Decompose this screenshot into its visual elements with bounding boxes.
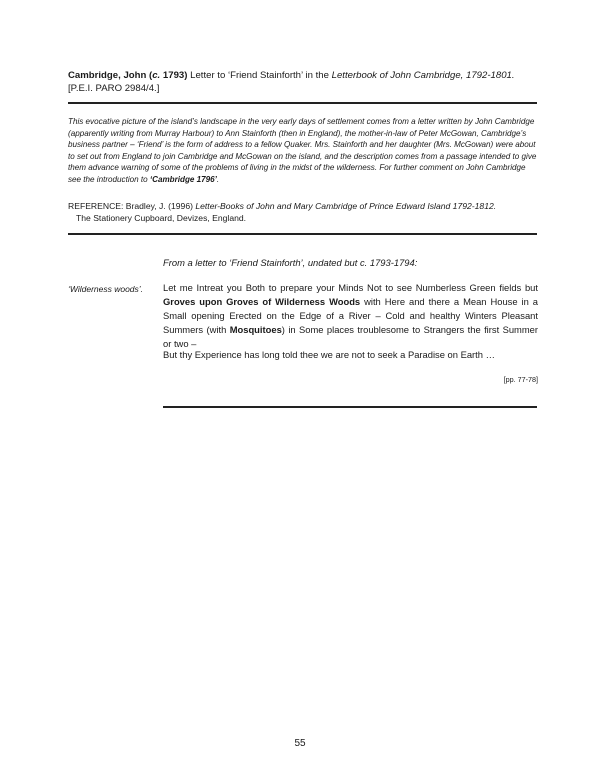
reference-block [68, 200, 548, 224]
margin-note: ‘Wilderness woods’. [68, 284, 144, 294]
page-citation: [pp. 77-78] [503, 375, 538, 384]
entry-archive-ref: [P.E.I. PARO 2984/4.] [68, 83, 160, 94]
reference-author: Bradley, J. (1996) [123, 201, 196, 211]
entry-year: 1793) [160, 70, 188, 81]
intro-paragraph [68, 116, 540, 186]
excerpt-text: Let me Intreat you Both to prepare your Minds Not to see Numberless Green fields but [163, 282, 538, 293]
entry-name: Cambridge, John ( [68, 70, 153, 81]
reference-publisher: The Stationery Cupboard, Devizes, England. [76, 213, 247, 223]
intro-text: This evocative picture of the island’s landscape in the very early days of settlement comes from a letter written by John Cambridge (apparently writing from Murray Harbour) to Ann Stainforth (then in England), the mother-in-law of Peter McGowan, Cambridge’s business partner – ‘Friend’ is the form of address to a fellow Quaker. Mrs. Stainforth and her daughter (Mrs. McGowan) were about to set out from England to join Cambridge and McGowan on the island, and the description comes from a passage intended to give them advance warning of some of the problems of living in the midst of the wilderness. For further comment on John Cambridge see the introduction to [68, 117, 537, 184]
intro-end: . [216, 174, 220, 184]
excerpt-paragraph-2: But thy Experience has long told thee we are not to seek a Paradise on Earth … [163, 349, 495, 360]
excerpt-highlight: Groves upon Groves of Wilderness Woods [163, 296, 361, 307]
excerpt-intro: From a letter to ‘Friend Stainforth’, undated but c. 1793-1794: [163, 257, 418, 268]
reference-title: Letter-Books of John and Mary Cambridge of Prince Edward Island 1792-1812. [195, 201, 497, 211]
reference-label: REFERENCE: [68, 201, 124, 211]
section-divider [68, 102, 537, 104]
page-number: 55 [294, 738, 306, 749]
section-divider [68, 233, 537, 235]
intro-crossref: ‘Cambridge 1796’ [149, 174, 217, 184]
entry-description: Letter to ‘Friend Stainforth’ in the [187, 70, 332, 81]
excerpt-text: with Here and there a Mean House in a Small opening Erected on the Edge of a River – Cold and healthy Winters Pleasant Summers (with [163, 296, 538, 335]
entry-header [68, 69, 540, 95]
entry-letterbook-title: Letterbook of John Cambridge, 1792-1801. [331, 70, 515, 81]
section-divider [163, 406, 537, 408]
entry-circa: c. [152, 70, 161, 81]
excerpt-text: ) in Some places troublesome to Strangers the first Summer or two – [163, 324, 538, 349]
excerpt-highlight: Mosquitoes [229, 324, 282, 335]
excerpt-paragraph-1 [163, 281, 538, 351]
